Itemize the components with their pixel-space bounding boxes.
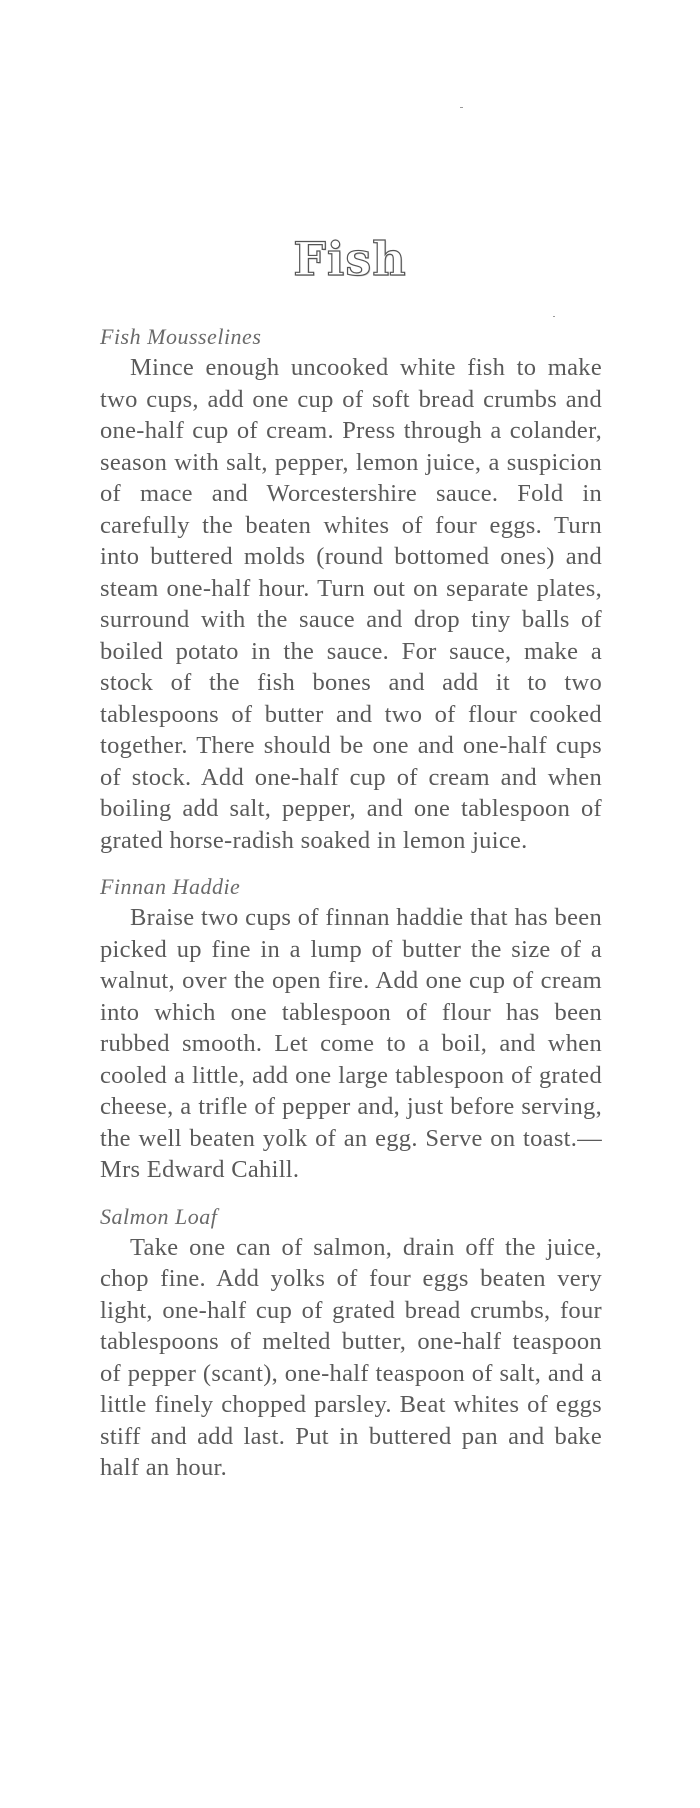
recipe-body: Take one can of salmon, drain off the juice, chop fine. Add yolks of four eggs beaten very light, one-half cup of grated bread crumbs, four tablespoons of melted butter, one-half teaspoon of pepper (scant), one-half teaspoon of salt, and a little finely chopped parsley. Beat whites of eggs stiff and add last. Put in buttered pan and bake half an hour. — [100, 1233, 602, 1481]
ink-speck — [553, 316, 555, 317]
page-title: Fish — [293, 232, 407, 286]
recipe-body: Braise two cups of finnan haddie that has been picked up fine in a lump of butter the size of a walnut, over the open fire. Add one cup of cream into which one tablespoon of flour has been rubbed smooth. Let come to a boil, and when cooled a little, add one large tablespoon of grated cheese, a trifle of pepper and, just before serving, the well beaten yolk of an egg. Serve on toast.—Mrs Edward Cahill. — [100, 904, 602, 1183]
recipe-salmon-loaf — [100, 1202, 602, 1484]
recipe-finnan-haddie — [100, 872, 602, 1186]
ink-speck — [460, 107, 463, 108]
recipe-fish-mousselines — [100, 322, 602, 856]
recipe-title: Salmon Loaf — [100, 1203, 218, 1229]
recipe-list — [100, 322, 602, 1500]
recipe-title: Fish Mousselines — [100, 324, 262, 349]
recipe-body: Mince enough uncooked white fish to make two cups, add one cup of soft bread crumbs and one-half cup of cream. Press through a colander, season with salt, pepper, lemon juice, a suspicion of mace and Worcestershire sauce. Fold in carefully the beaten whites of four eggs. Turn into buttered molds (round bottomed ones) and steam one-half hour. Turn out on separate plates, surround with the sauce and drop tiny balls of boiled potato in the sauce. For sauce, make a stock of the fish bones and add it to two tablespoons of butter and two of flour cooked together. There should be one and one-half cups of stock. Add one-half cup of cream and when boiling add salt, pepper, and one tablespoon of grated horse-radish soaked in lemon juice. — [100, 354, 602, 854]
recipe-title: Finnan Haddie — [100, 874, 241, 899]
